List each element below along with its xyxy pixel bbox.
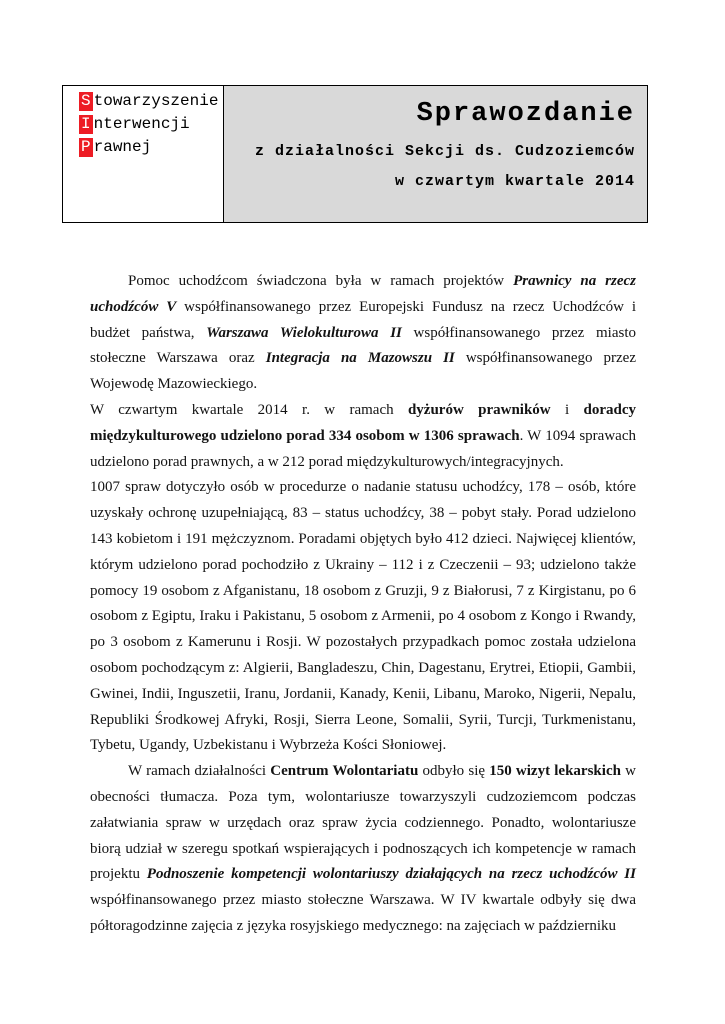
logo-initial: P [81,138,91,156]
logo-text: rawnej [93,138,152,156]
logo-initial: S [81,92,91,110]
report-title-block [224,86,647,222]
document-body [90,269,636,940]
paragraph-volunteer-centre: W ramach działalności Centrum Wolontariatu odbyło się 150 wizyt lekarskich w obecności tłumacza. Poza tym, wolontariusze towarzyszyli cudzoziemcom podczas załatwiania spraw w urzędach oraz spraw życia codziennego. Ponadto, wolontariusze biorą udział w szeregu spotkań wspierających i podnoszących ich kompetencje w ramach projektu Podnoszenie kompetencji wolontariuszy działających na rzecz uchodźców II współfinansowanego przez miasto stołeczne Warszawa. W IV kwartale odbyły się dwa półtoragodzinne zajęcia z języka rosyjskiego medycznego: na zajęciach w październiku [90,763,636,934]
paragraph-projects: Pomoc uchodźcom świadczona była w ramach projektów Prawnicy na rzecz uchodźców V współfinansowanego przez Europejski Fundusz na rzecz Uchodźców i budżet państwa, Warszawa Wielokulturowa II współfinansowanego przez miasto stołeczne Warszawa oraz Integracja na Mazowszu II współfinansowanego przez Wojewodę Mazowieckiego. [90,273,637,393]
report-subtitle-line1: z działalności Sekcji ds. Cudzoziemców [254,143,635,160]
report-subtitle-line2: w czwartym kwartale 2014 [394,173,635,190]
logo-initial: I [81,115,91,133]
org-logo [63,86,224,222]
logo-text: nterwencji [93,115,190,133]
paragraph-client-origins: 1007 spraw dotyczyło osób w procedurze o nadanie statusu uchodźcy, 178 – osób, które uzyskały ochronę uzupełniającą, 83 – status uchodźcy, 38 – pobyt stały. Porad udzielono 143 kobietom i 191 mężczyznom. Poradami objętych było 412 dzieci. Najwięcej klientów, którym udzielono porad pochodziło z Ukrainy – 112 i z Czeczenii – 93; udzielono także pomocy 19 osobom z Afganistanu, 18 osobom z Gruzji, 9 z Białorusi, 7 z Kirgistanu, po 6 osobom z Egiptu, Iraku i Pakistanu, 5 osobom z Armenii, po 4 osobom z Kongo i Rwandy, po 3 osobom z Kamerunu i Rosji. W pozostałych przypadkach pomoc została udzielona osobom pochodzącym z: Algierii, Bangladeszu, Chin, Dagestanu, Erytrei, Etiopii, Gambii, Gwinei, Indii, Inguszetii, Iranu, Jordanii, Kanady, Kenii, Libanu, Maroko, Nigerii, Nepalu, Republiki Środkowej Afryki, Rosji, Sierra Leone, Somalii, Syrii, Turcji, Turkmenistanu, Tybetu, Ugandy, Uzbekistanu i Wybrzeża Kości Słoniowej. [90,479,636,754]
paragraph-advice-stats: W czwartym kwartale 2014 r. w ramach dyżurów prawników i doradcy międzykulturowego udzielono porad 334 osobom w 1306 sprawach. W 1094 sprawach udzielono porad prawnych, a w 212 porad międzykulturowych/integracyjnych. [90,401,637,470]
logo-line [79,90,223,113]
logo-line [79,113,223,136]
report-title: Sprawozdanie [416,99,635,129]
logo-text: towarzyszenie [93,92,219,110]
report-header [62,85,648,223]
logo-line [79,136,223,159]
